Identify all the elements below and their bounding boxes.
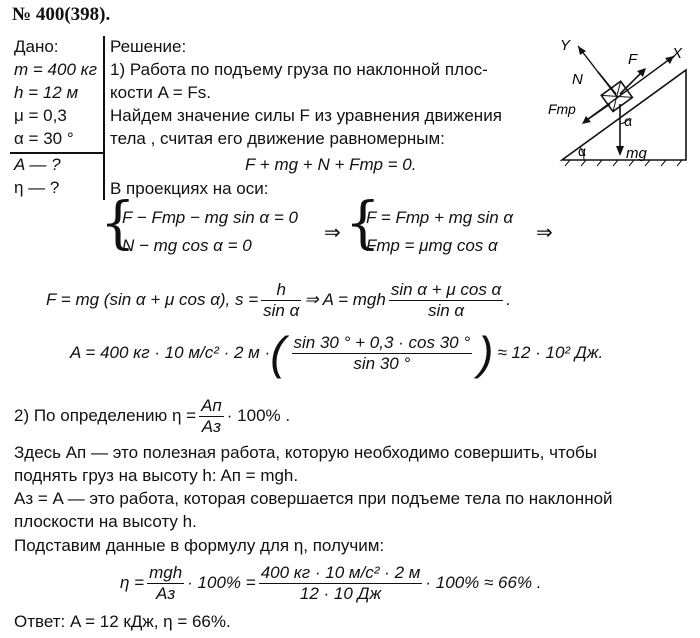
step2-definition: [14, 391, 290, 441]
given-vertical-rule: [103, 36, 105, 200]
solution-header: Решение:: [110, 37, 187, 56]
label-x: X: [672, 45, 683, 62]
given-friction: μ = 0,3: [14, 106, 67, 125]
find-line2: тела , считая его движение равномерным:: [110, 129, 445, 148]
incline-diagram: [546, 34, 694, 170]
system2-eq1: F = Fтр + mg sin α: [366, 208, 514, 227]
calc-numerator: sin 30 ° + 0,3 · cos 30 °: [293, 332, 471, 352]
final-efficiency: [120, 558, 542, 608]
step1-line1: 1) Работа по подъему груза по наклонной плос-: [110, 60, 488, 79]
final-denominator-2: 12 · 10 Дж: [299, 583, 382, 603]
final-numerator-2: 400 кг · 10 м/с² · 2 м: [260, 562, 421, 582]
calc-denominator: sin 30 °: [353, 353, 411, 373]
work-calculation: A = 400 кг · 10 м/с² · 2 м · ( $\frac{\sin 30 ^\circ + 0,3 \cdot \cos 30 ^\circ}{\sin 30 ^\circ}$ ) ≈ 12 · 10² Дж.: [70, 327, 604, 379]
spent-work-line1: Aз = A — это работа, которая совершается при подъеме тела по наклонной: [14, 489, 613, 508]
useful-work-line2: поднять груз на высоту h: Aп = mgh.: [14, 466, 299, 485]
label-alpha-base: α: [578, 143, 587, 159]
work-numerator: sin α + μ cos α: [390, 279, 502, 299]
projections-label: В проекциях на оси:: [110, 179, 269, 198]
find-efficiency: η — ?: [14, 178, 60, 197]
force-formula: F = mg (sin α + μ cos α), s =: [46, 290, 259, 310]
given-divider: [10, 152, 105, 154]
label-alpha-top: α: [624, 113, 633, 129]
calc-result: ≈ 12 · 10² Дж.: [497, 343, 604, 363]
equation-motion: F + mg + N + Fтр = 0.: [245, 155, 417, 174]
given-angle: α = 30 °: [14, 129, 74, 148]
spent-work-line2: плоскости на высоту h.: [14, 512, 197, 531]
find-line1: Найдем значение силы F из уравнения движения: [110, 106, 502, 125]
work-denominator: sin α: [427, 300, 465, 320]
final-mid: · 100% =: [187, 573, 256, 593]
label-ftr: Fтр: [548, 101, 576, 117]
s-denominator: sin α: [263, 300, 300, 320]
s-fraction: [261, 280, 301, 320]
substitute-line: Подставим данные в формулу для η, получим:: [14, 536, 385, 555]
label-n: N: [572, 71, 583, 88]
step1-line2: кости A = Fs.: [110, 83, 211, 102]
label-mg: mg: [626, 145, 647, 162]
eta-fraction: [199, 396, 224, 436]
final-right: · 100% ≈ 66% .: [425, 573, 542, 593]
label-f: F: [628, 51, 638, 68]
calc-fraction: [292, 333, 473, 373]
s-numerator: h: [261, 280, 301, 301]
given-mass: m = 400 кг: [14, 60, 98, 79]
problem-number: № 400(398).: [12, 4, 111, 25]
eta-numerator: Aп: [201, 395, 222, 415]
calc-left: A = 400 кг · 10 м/с² · 2 м ·: [70, 343, 271, 363]
implies-arrow-2: ⇒: [536, 222, 553, 244]
step2-left: 2) По определению η =: [14, 406, 197, 426]
step2-right: · 100% .: [226, 406, 291, 426]
final-fraction-2: [259, 563, 423, 603]
given-header: Дано:: [14, 37, 59, 56]
answer-line: Ответ: A = 12 кДж, η = 66%.: [14, 612, 231, 631]
system2-eq2: Fтр = μmg cos α: [366, 236, 498, 255]
eta-denominator: Aз: [201, 416, 222, 436]
system2-brace: {: [345, 191, 381, 256]
final-numerator-1: mgh: [149, 562, 183, 582]
work-formula: ⇒ A = mgh: [304, 290, 386, 310]
ground-hatching: [565, 160, 682, 166]
find-work: A — ?: [14, 155, 61, 174]
final-denominator-1: Aз: [156, 583, 176, 603]
system1-brace: {: [100, 191, 136, 256]
useful-work-line1: Здесь Aп — это полезная работа, которую необходимо совершить, чтобы: [14, 443, 597, 462]
force-work-formula: F = mg (sin α + μ cos α), s = $\frac{h}{\text{sin α}}$ ⇒ A = mgh $\frac{\text{sin α + μ cos α}}{\text{sin α}}$ .: [46, 279, 511, 320]
label-y: Y: [560, 37, 571, 54]
implies-arrow-1: ⇒: [324, 222, 341, 244]
system1-eq2: N − mg cos α = 0: [122, 236, 252, 255]
final-fraction-1: [147, 563, 184, 603]
final-eta-label: η =: [120, 573, 145, 593]
system1-eq1: F − Fтр − mg sin α = 0: [122, 208, 298, 227]
given-height: h = 12 м: [14, 83, 79, 102]
work-fraction: [389, 280, 503, 320]
